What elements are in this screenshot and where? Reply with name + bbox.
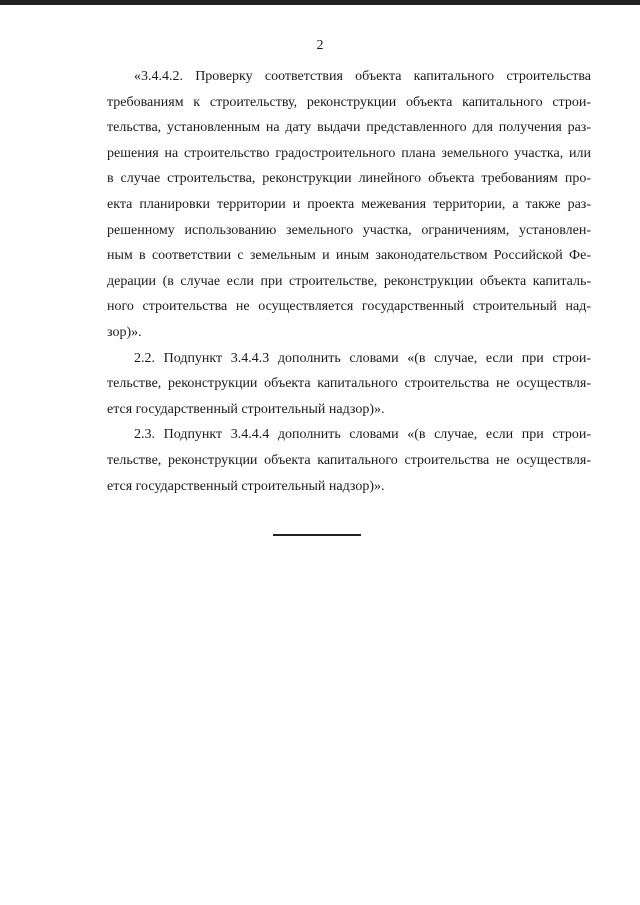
- text-line: ется государственный строительный надзор)».: [107, 478, 385, 494]
- end-of-text-rule: [273, 534, 361, 536]
- text-line: тельстве, реконструкции объекта капитального строительства не осуществля-: [107, 376, 591, 392]
- text-line: решенному использованию земельного участка, ограничениям, установлен-: [107, 222, 591, 238]
- paragraph-2-2: [107, 346, 591, 423]
- text-line: ется государственный строительный надзор)».: [107, 401, 385, 417]
- document-body: [107, 64, 591, 499]
- top-border-rule: [0, 0, 640, 5]
- text-line: тельстве, реконструкции объекта капитального строительства не осуществля-: [107, 452, 591, 468]
- text-line: ным в соответствии с земельным и иным законодательством Российской Фе-: [107, 248, 591, 264]
- text-line: 2.2. Подпункт 3.4.4.3 дополнить словами «(в случае, если при строи-: [134, 350, 591, 366]
- text-line: зор)».: [107, 324, 142, 340]
- text-line: «3.4.4.2. Проверку соответствия объекта капитального строительства: [134, 69, 591, 84]
- text-line: тельства, установленным на дату выдачи представленного для получения раз-: [107, 120, 591, 136]
- text-line: 2.3. Подпункт 3.4.4.4 дополнить словами «(в случае, если при строи-: [134, 427, 591, 443]
- paragraph-3-4-4-2: [107, 64, 591, 346]
- text-line: требованиям к строительству, реконструкции объекта капитального строи-: [107, 94, 591, 110]
- page-number: 2: [316, 38, 324, 53]
- paragraph-2-3: [107, 422, 591, 499]
- text-line: в случае строительства, реконструкции линейного объекта требованиям про-: [107, 171, 591, 187]
- text-line: ного строительства не осуществляется государственный строительный над-: [107, 299, 591, 315]
- text-line: дерации (в случае если при строительстве, реконструкции объекта капиталь-: [107, 273, 591, 289]
- text-line: решения на строительство градостроительного плана земельного участка, или: [107, 145, 591, 161]
- text-line: екта планировки территории и проекта межевания территории, а также раз-: [107, 196, 591, 212]
